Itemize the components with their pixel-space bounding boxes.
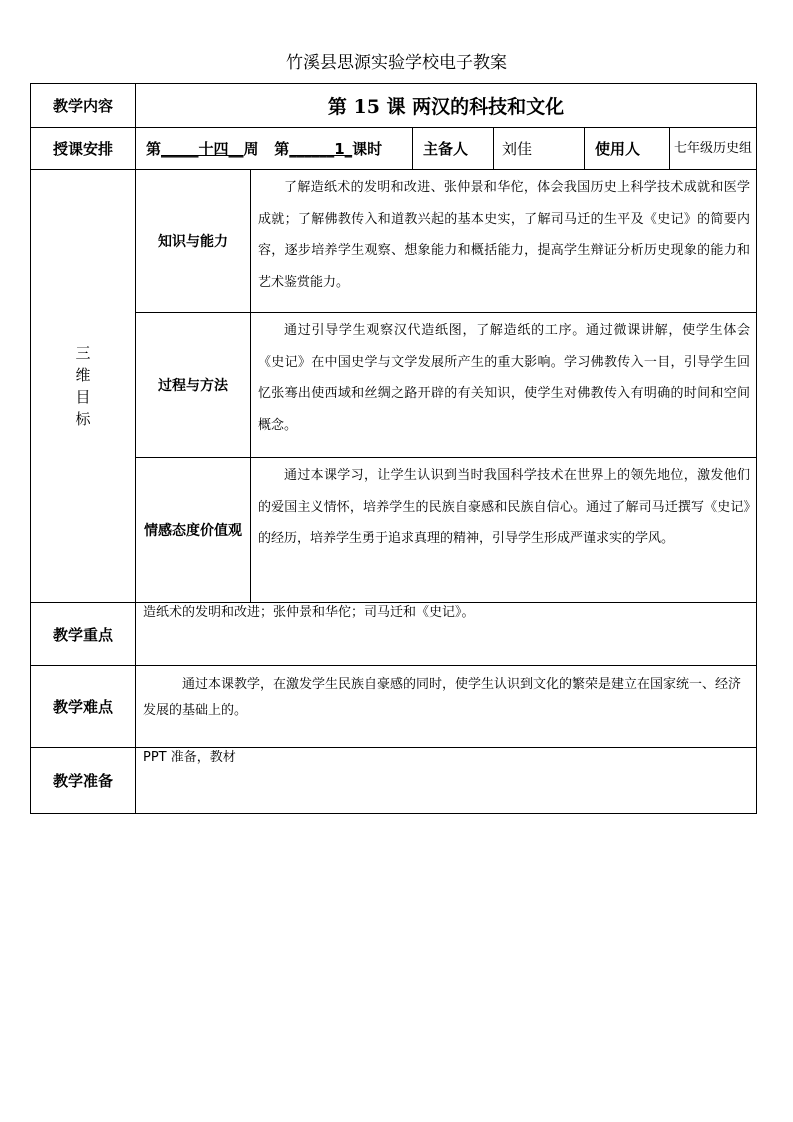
emotion-text: 通过本课学习，让学生认识到当时我国科学技术在世界上的领先地位，激发他们的爱国主义情怀，培养学生的民族自豪感和民族自信心。通过了解司马迁撰写《史记》的经历，培养学生勇于追求真理的精神，引导学生形成严谨求实的学风。 <box>251 458 757 603</box>
week-prefix: 第 <box>146 140 162 158</box>
preparation-label: 教学准备 <box>31 748 136 814</box>
goals-char-3: 目 <box>75 388 91 406</box>
period-suffix: 课时 <box>352 140 383 158</box>
key-points-text: 造纸术的发明和改进；张仲景和华佗；司马迁和《史记》。 <box>136 603 757 666</box>
schedule-detail <box>136 128 413 170</box>
content-row <box>31 84 757 128</box>
difficulties-text: 通过本课教学，在激发学生民族自豪感的同时，使学生认识到文化的繁荣是建立在国家统一、经济发展的基础上的。 <box>136 666 757 748</box>
week-value: _____十四__ <box>161 140 244 158</box>
knowledge-label: 知识与能力 <box>136 170 251 313</box>
process-text: 通过引导学生观察汉代造纸图，了解造纸的工序。通过微课讲解，使学生体会《史记》在中国史学与文学发展所产生的重大影响。学习佛教传入一目，引导学生回忆张骞出使西域和丝绸之路开辟的有关知识，使学生对佛教传入有明确的时间和空间概念。 <box>251 313 757 458</box>
key-points-row <box>31 603 757 666</box>
objective-process-row <box>31 313 757 458</box>
lesson-plan-table <box>30 83 757 814</box>
preparation-row <box>31 748 757 814</box>
goals-char-4: 标 <box>75 410 91 428</box>
period-value: ______1_ <box>289 140 353 158</box>
emotion-label: 情感态度价值观 <box>136 458 251 603</box>
period-prefix: 第 <box>274 140 290 158</box>
preparer-name: 刘佳 <box>494 128 585 170</box>
key-points-label: 教学重点 <box>31 603 136 666</box>
three-dimension-goals-label <box>31 170 136 603</box>
objective-knowledge-row <box>31 170 757 313</box>
goals-char-2: 维 <box>75 366 91 384</box>
goals-char-1: 三 <box>75 344 91 362</box>
document-title: 竹溪县思源实验学校电子教案 <box>286 53 507 73</box>
lesson-title: 第 15 课 两汉的科技和文化 <box>136 84 757 128</box>
schedule-label: 授课安排 <box>31 128 136 170</box>
knowledge-text: 了解造纸术的发明和改进、张仲景和华佗，体会我国历史上科学技术成就和医学成就；了解佛教传入和道教兴起的基本史实，了解司马迁的生平及《史记》的简要内容，逐步培养学生观察、想象能力和概括能力，提高学生辩证分析历史现象的能力和艺术鉴赏能力。 <box>251 170 757 313</box>
objective-emotion-row <box>31 458 757 603</box>
schedule-row <box>31 128 757 170</box>
difficulties-label: 教学难点 <box>31 666 136 748</box>
difficulties-row <box>31 666 757 748</box>
user-value: 七年级历史组 <box>670 128 757 170</box>
user-label: 使用人 <box>585 128 670 170</box>
preparer-label: 主备人 <box>413 128 494 170</box>
week-suffix: 周 <box>243 140 259 158</box>
preparation-text: PPT 准备，教材 <box>136 748 757 814</box>
process-label: 过程与方法 <box>136 313 251 458</box>
content-label: 教学内容 <box>31 84 136 128</box>
